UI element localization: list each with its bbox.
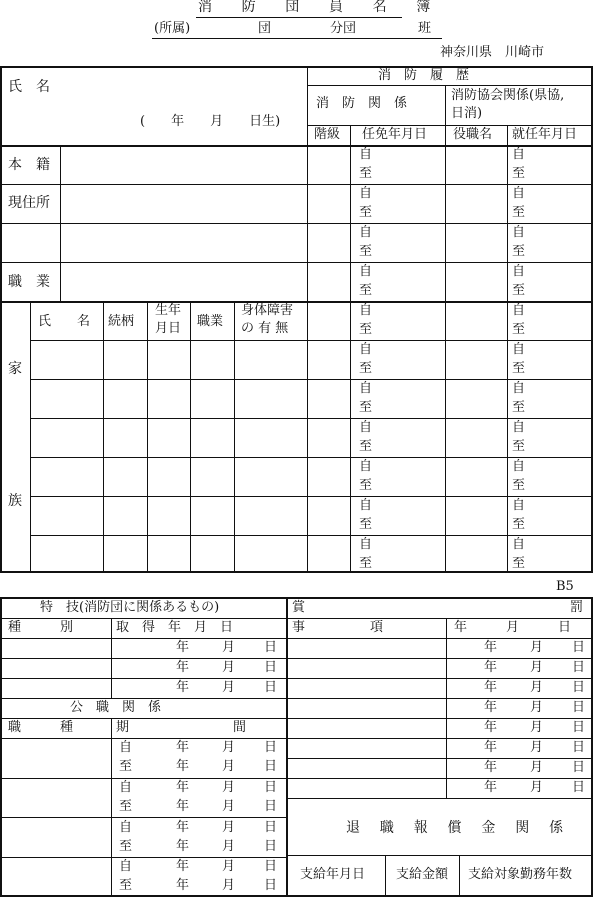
award-year-label: 年 (484, 680, 498, 695)
history-to-marker: 至 (359, 166, 373, 181)
occupation-field[interactable] (62, 264, 306, 300)
office-month-label: 月 (222, 859, 236, 874)
office-from-marker: 自 (119, 820, 133, 835)
office-year-label: 年 (176, 799, 190, 814)
office-month-label: 月 (222, 839, 236, 854)
history-term-to-marker: 至 (512, 400, 526, 415)
history-from-marker: 自 (359, 381, 373, 396)
office-from-marker: 自 (119, 780, 133, 795)
retirement-title: 退 職 報 償 金 関 係 (346, 820, 571, 836)
family-relation-header: 続柄 (108, 314, 135, 329)
history-from-marker: 自 (359, 147, 373, 162)
awards-title-right: 罰 (570, 600, 584, 615)
term-date-header: 就任年月日 (512, 127, 578, 142)
history-term-to-marker: 至 (512, 556, 526, 571)
public-office-period-header: 期 間 (116, 720, 247, 735)
history-term-to-marker: 至 (512, 517, 526, 532)
history-to-marker: 至 (359, 400, 373, 415)
history-term-from-marker: 自 (512, 498, 526, 513)
history-term-from-marker: 自 (512, 420, 526, 435)
history-to-marker: 至 (359, 439, 373, 454)
title-underline (196, 17, 402, 18)
office-month-label: 月 (222, 759, 236, 774)
history-term-to-marker: 至 (512, 322, 526, 337)
bundan-label: 分団 (330, 21, 357, 36)
award-month-label: 月 (530, 780, 544, 795)
history-from-marker: 自 (359, 537, 373, 552)
affiliation-label: (所属) (154, 21, 191, 36)
office-from-marker: 自 (119, 740, 133, 755)
family-disability-header-1: 身体障害 (241, 303, 294, 318)
office-year-label: 年 (176, 859, 190, 874)
award-year-label: 年 (484, 640, 498, 655)
family-birth-header-1: 生年 (155, 303, 182, 318)
skills-type-header: 種 別 (8, 620, 74, 635)
history-term-from-marker: 自 (512, 264, 526, 279)
office-to-marker: 至 (119, 878, 133, 893)
position-header: 役職名 (453, 127, 493, 142)
office-year-label: 年 (176, 759, 190, 774)
name-label: 氏 名 (8, 79, 50, 95)
office-day-label: 日 (264, 799, 278, 814)
prefecture-city: 神奈川県 川崎市 (440, 45, 545, 60)
family-name-header: 氏 名 (38, 314, 91, 329)
skills-day-label: 日 (264, 660, 278, 675)
form-title: 消 防 団 員 名 簿 (198, 0, 443, 15)
history-term-from-marker: 自 (512, 147, 526, 162)
skills-year-label: 年 (176, 680, 190, 695)
history-to-marker: 至 (359, 322, 373, 337)
office-day-label: 日 (264, 759, 278, 774)
history-from-marker: 自 (359, 420, 373, 435)
history-title: 消 防 履 歴 (378, 68, 470, 83)
office-month-label: 月 (222, 878, 236, 893)
office-year-label: 年 (176, 878, 190, 893)
office-day-label: 日 (264, 740, 278, 755)
retirement-date-header: 支給年月日 (300, 867, 366, 882)
award-year-label: 年 (484, 740, 498, 755)
skills-year-label: 年 (176, 660, 190, 675)
award-day-label: 日 (572, 780, 586, 795)
skills-date-header: 取 得 年 月 日 (116, 620, 234, 635)
skills-year-label: 年 (176, 640, 190, 655)
office-month-label: 月 (222, 740, 236, 755)
retirement-amount-header: 支給金額 (396, 867, 449, 882)
office-day-label: 日 (264, 878, 278, 893)
family-disability-header-2: の 有 無 (241, 321, 289, 336)
history-term-to-marker: 至 (512, 166, 526, 181)
awards-matter-header: 事 項 (292, 620, 384, 635)
office-month-label: 月 (222, 820, 236, 835)
han-label: 班 (418, 21, 432, 36)
office-day-label: 日 (264, 839, 278, 854)
history-to-marker: 至 (359, 556, 373, 571)
history-from-marker: 自 (359, 186, 373, 201)
history-term-to-marker: 至 (512, 439, 526, 454)
history-to-marker: 至 (359, 478, 373, 493)
occupation-label: 職 業 (8, 274, 50, 290)
history-from-marker: 自 (359, 225, 373, 240)
affiliation-underline (152, 38, 442, 39)
office-to-marker: 至 (119, 759, 133, 774)
award-day-label: 日 (572, 660, 586, 675)
award-day-label: 日 (572, 760, 586, 775)
award-year-label: 年 (484, 700, 498, 715)
assoc-relation-header-1: 消防協会関係(県協, (451, 88, 565, 103)
family-birth-header-2: 月日 (155, 321, 182, 336)
history-from-marker: 自 (359, 342, 373, 357)
office-year-label: 年 (176, 820, 190, 835)
award-day-label: 日 (572, 640, 586, 655)
office-month-label: 月 (222, 780, 236, 795)
public-office-type-header: 職 種 (8, 720, 74, 735)
history-from-marker: 自 (359, 303, 373, 318)
address-field[interactable] (62, 186, 306, 222)
award-year-label: 年 (484, 720, 498, 735)
award-day-label: 日 (572, 740, 586, 755)
history-term-from-marker: 自 (512, 186, 526, 201)
skills-month-label: 月 (222, 660, 236, 675)
office-to-marker: 至 (119, 799, 133, 814)
history-term-from-marker: 自 (512, 342, 526, 357)
skills-month-label: 月 (222, 680, 236, 695)
history-to-marker: 至 (359, 205, 373, 220)
office-year-label: 年 (176, 780, 190, 795)
history-term-from-marker: 自 (512, 381, 526, 396)
award-year-label: 年 (484, 780, 498, 795)
award-year-label: 年 (484, 660, 498, 675)
rank-header: 階級 (314, 127, 341, 142)
public-office-title: 公 職 関 係 (70, 700, 162, 715)
history-to-marker: 至 (359, 517, 373, 532)
award-month-label: 月 (530, 640, 544, 655)
history-term-to-marker: 至 (512, 205, 526, 220)
name-field[interactable] (60, 70, 300, 112)
history-term-from-marker: 自 (512, 303, 526, 318)
award-day-label: 日 (572, 680, 586, 695)
award-day-label: 日 (572, 720, 586, 735)
office-to-marker: 至 (119, 839, 133, 854)
award-day-label: 日 (572, 700, 586, 715)
dan-label: 団 (258, 21, 272, 36)
award-year-label: 年 (484, 760, 498, 775)
award-month-label: 月 (530, 740, 544, 755)
history-term-to-marker: 至 (512, 283, 526, 298)
office-day-label: 日 (264, 780, 278, 795)
skills-month-label: 月 (222, 640, 236, 655)
awards-date-header: 年 月 日 (454, 620, 572, 635)
appoint-date-header: 任免年月日 (362, 127, 428, 142)
history-term-from-marker: 自 (512, 537, 526, 552)
skills-title: 特 技(消防団に関係あるもの) (40, 600, 220, 615)
history-from-marker: 自 (359, 264, 373, 279)
history-term-to-marker: 至 (512, 244, 526, 259)
office-day-label: 日 (264, 859, 278, 874)
awards-title-left: 賞 (292, 600, 306, 615)
award-month-label: 月 (530, 660, 544, 675)
family-job-header: 職業 (197, 314, 224, 329)
honseki-label: 本 籍 (8, 157, 50, 173)
office-month-label: 月 (222, 799, 236, 814)
history-term-from-marker: 自 (512, 459, 526, 474)
skills-day-label: 日 (264, 640, 278, 655)
history-to-marker: 至 (359, 361, 373, 376)
fire-relation-header: 消 防 関 係 (316, 96, 408, 111)
history-from-marker: 自 (359, 498, 373, 513)
birthdate-label: ( 年 月 日生) (140, 114, 281, 129)
paper-size-label: B5 (556, 579, 574, 594)
family-side-label-2: 族 (8, 493, 22, 509)
award-month-label: 月 (530, 760, 544, 775)
family-side-label-1: 家 (8, 361, 22, 377)
history-to-marker: 至 (359, 244, 373, 259)
retirement-years-header: 支給対象勤務年数 (468, 867, 573, 882)
award-month-label: 月 (530, 700, 544, 715)
history-term-to-marker: 至 (512, 478, 526, 493)
honseki-field[interactable] (62, 147, 306, 183)
history-from-marker: 自 (359, 459, 373, 474)
office-year-label: 年 (176, 740, 190, 755)
office-year-label: 年 (176, 839, 190, 854)
history-term-from-marker: 自 (512, 225, 526, 240)
office-day-label: 日 (264, 820, 278, 835)
award-month-label: 月 (530, 720, 544, 735)
history-to-marker: 至 (359, 283, 373, 298)
assoc-relation-header-2: 日消) (451, 106, 483, 121)
office-from-marker: 自 (119, 859, 133, 874)
address-label: 現住所 (8, 195, 50, 211)
award-month-label: 月 (530, 680, 544, 695)
history-term-to-marker: 至 (512, 361, 526, 376)
skills-day-label: 日 (264, 680, 278, 695)
